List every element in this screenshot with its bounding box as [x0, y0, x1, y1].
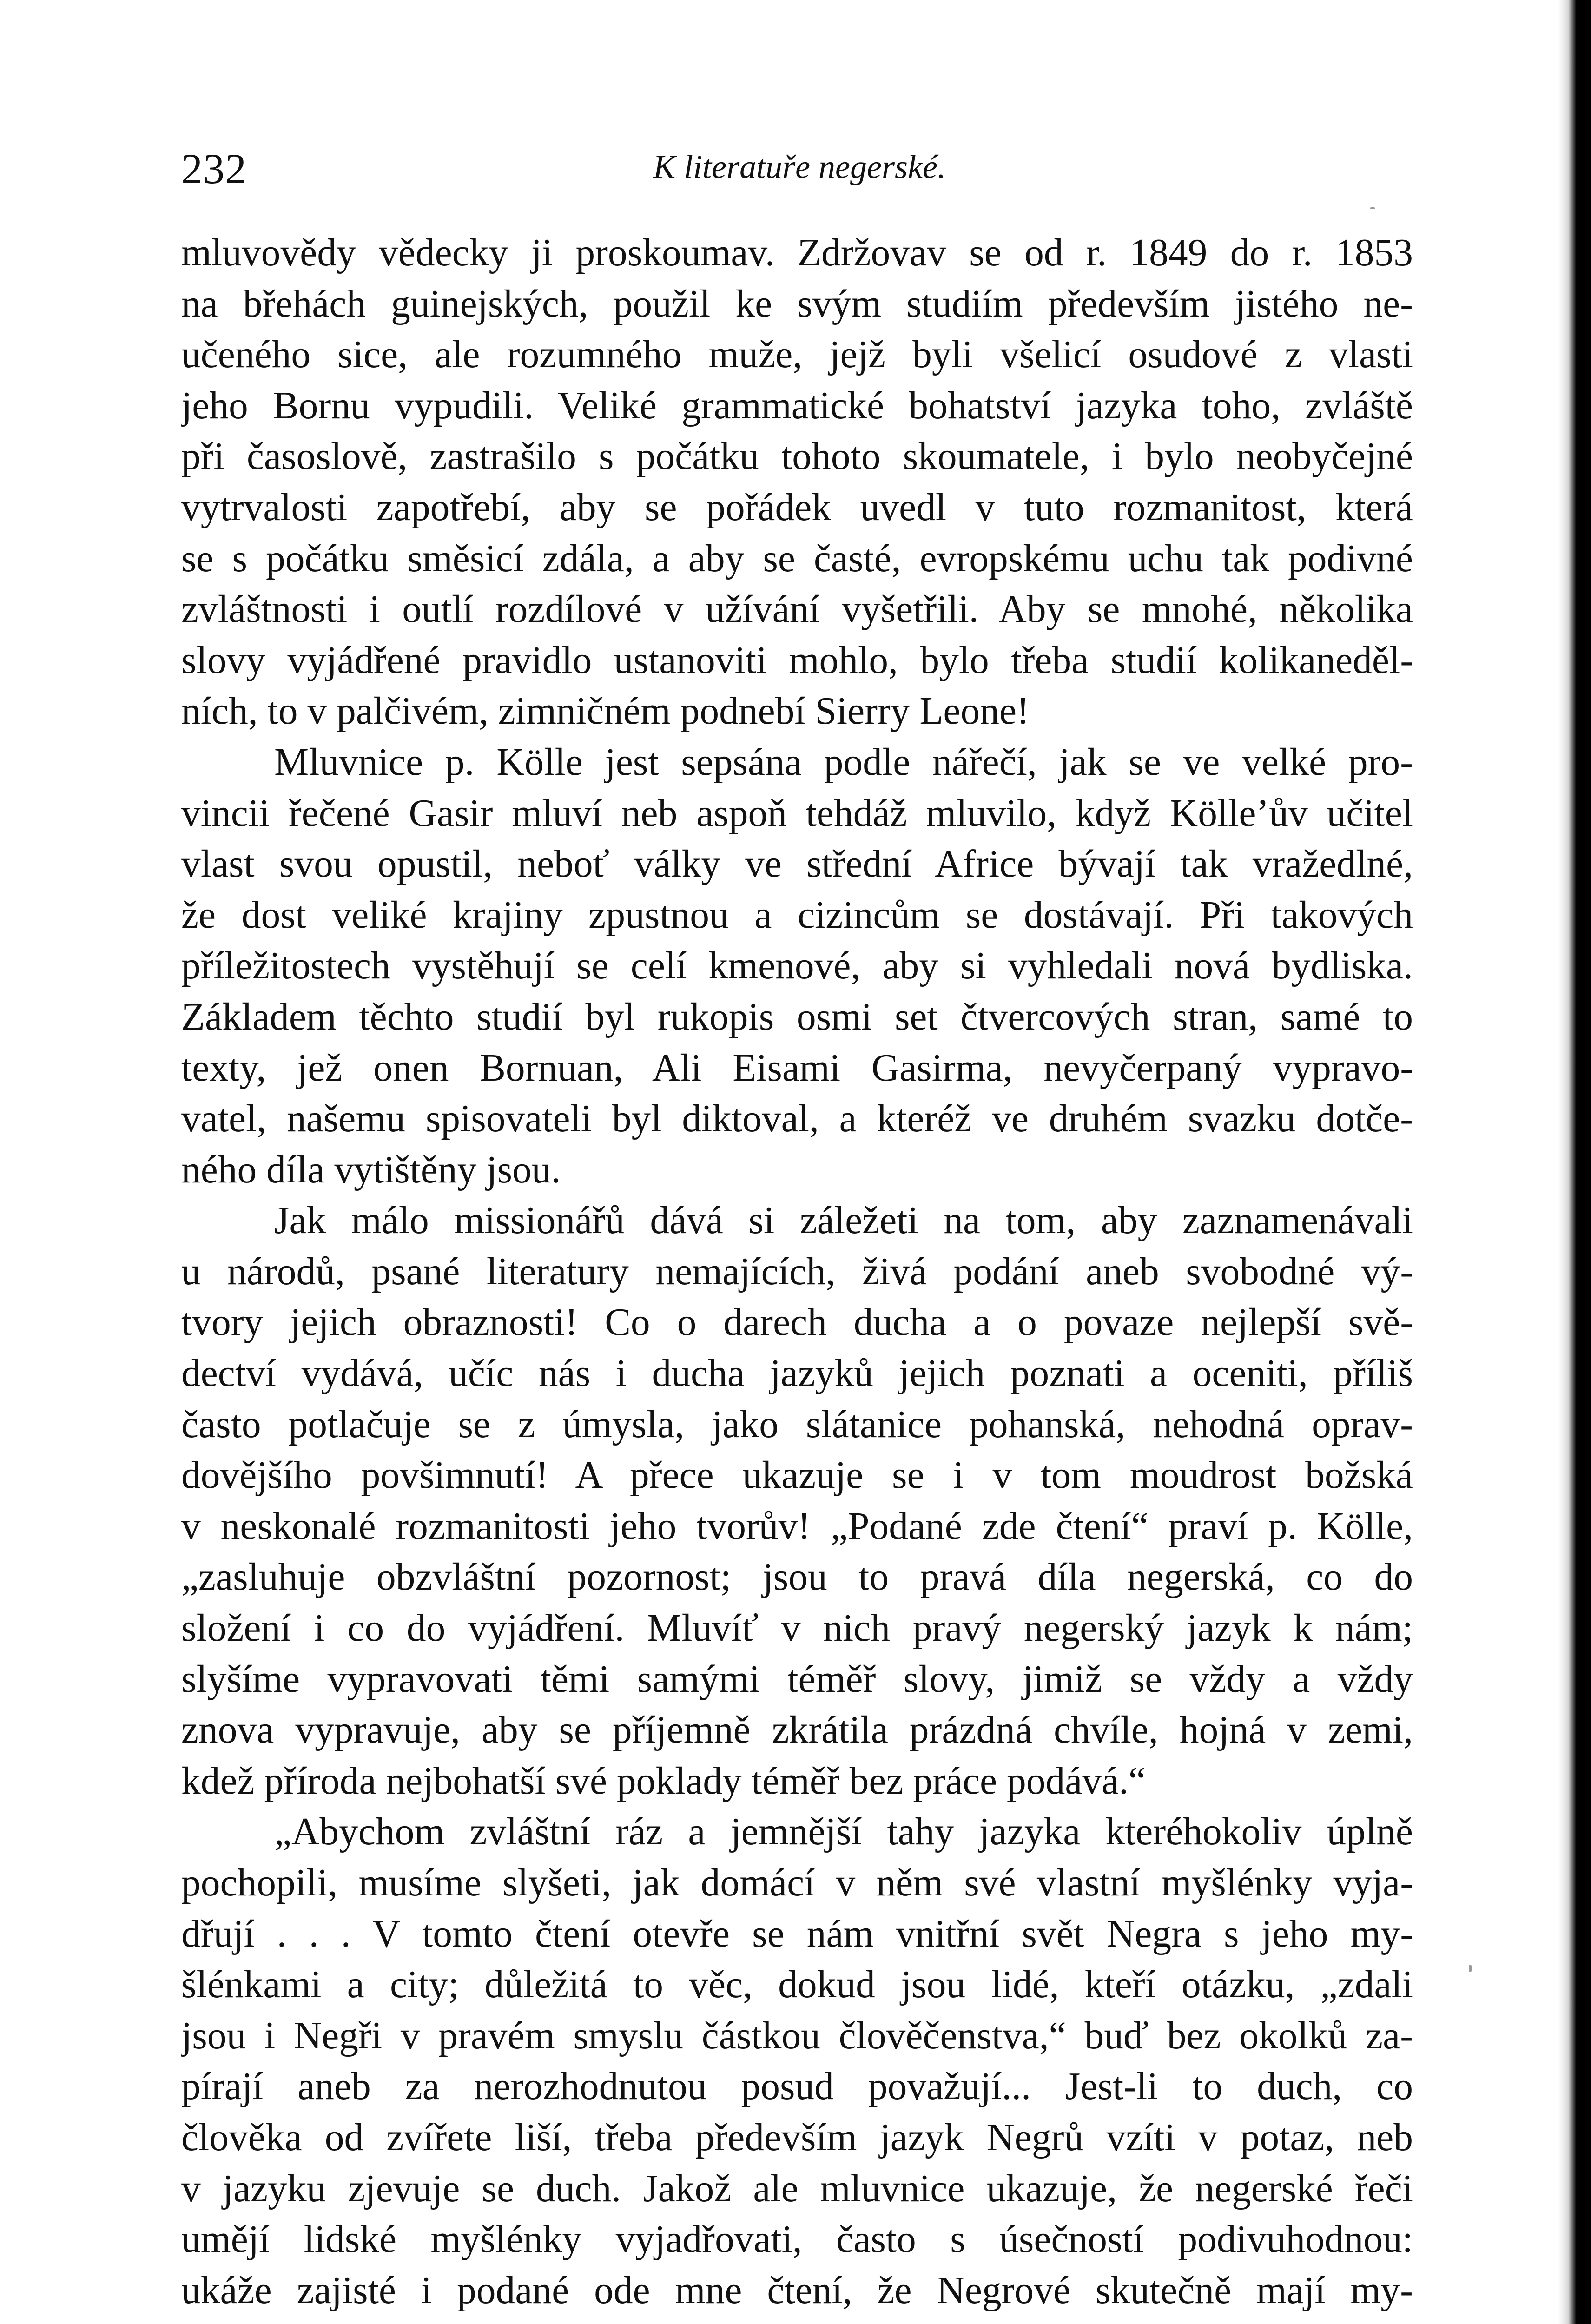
text-line: dřují . . . V tomto čtení otevře se nám vnitřní svět Negra s jeho my-: [181, 1912, 1413, 1955]
text-line: pochopili, musíme slyšeti, jak domácí v něm své vlastní myšlénky vyja-: [181, 1862, 1413, 1904]
page-header: [181, 135, 1418, 205]
text-line: Základem těchto studií byl rukopis osmi set čtvercových stran, samé to: [181, 995, 1413, 1038]
scan-speck: [1370, 207, 1375, 209]
text-line: složení i co do vyjádření. Mluvíť v nich pravý negerský jazyk k nám;: [181, 1607, 1413, 1650]
text-line: pírají aneb za nerozhodnutou posud považují... Jest-li to duch, co: [181, 2065, 1413, 2108]
text-line: vlast svou opustil, neboť války ve střední Africe bývají tak vražedlné,: [181, 843, 1413, 886]
text-line: dectví vydává, učíc nás i ducha jazyků jejich poznati a oceniti, příliš: [181, 1352, 1413, 1395]
text-line: Mluvnice p. Kölle jest sepsána podle nářečí, jak se ve velké pro-: [274, 740, 1413, 784]
text-line: jsou i Negři v pravém smyslu částkou člověčenstva,“ buď bez okolků za-: [181, 2014, 1413, 2057]
text-line: kdež příroda nejbohatší své poklady téměř bez práce podává.“: [181, 1759, 1146, 1802]
text-line: ného díla vytištěny jsou.: [181, 1148, 561, 1191]
text-line: u národů, psané literatury nemajících, živá podání aneb svobodné vý-: [181, 1250, 1413, 1293]
text-line: člověka od zvířete liší, třeba především jazyk Negrů vzíti v potaz, neb: [181, 2116, 1413, 2159]
text-line: při časoslově, zastrašilo s počátku tohoto skoumatele, i bylo neobyčejné: [181, 435, 1413, 478]
text-line: Jak málo missionářů dává si záležeti na tom, aby zaznamenávali: [274, 1199, 1413, 1242]
text-line: učeného sice, ale rozumného muže, jejž byli všelicí osudové z vlasti: [181, 333, 1413, 376]
scan-edge-border: [1558, 0, 1591, 2324]
text-line: příležitostech vystěhují se celí kmenové, aby si vyhledali nová bydliska.: [181, 944, 1413, 988]
text-line: umějí lidské myšlénky vyjadřovati, často s úsečností podivuhodnou:: [181, 2218, 1413, 2261]
text-line: na břehách guinejských, použil ke svým studiím především jistého ne-: [181, 282, 1413, 325]
text-line: texty, jež onen Bornuan, Ali Eisami Gasirma, nevyčerpaný vypravo-: [181, 1046, 1413, 1089]
text-line: zvláštnosti i outlí rozdílové v užívání vyšetřili. Aby se mnohé, několika: [181, 588, 1413, 631]
text-line: v neskonalé rozmanitosti jeho tvorův! „Podané zde čtení“ praví p. Kölle,: [181, 1505, 1413, 1548]
text-line: jeho Bornu vypudili. Veliké grammatické bohatství jazyka toho, zvláště: [181, 384, 1413, 427]
text-line: šlénkami a city; důležitá to věc, dokud jsou lidé, kteří otázku, „zdali: [181, 1963, 1413, 2007]
running-title: K literatuře negerské.: [653, 148, 946, 185]
text-line: často potlačuje se z úmysla, jako slátanice pohanská, nehodná oprav-: [181, 1403, 1413, 1446]
text-line: „zasluhuje obzvláštní pozornost; jsou to pravá díla negerská, co do: [181, 1556, 1413, 1599]
scan-speck: [1469, 1965, 1472, 1972]
text-line: vincii řečené Gasir mluví neb aspoň tehdáž mluvilo, když Kölle’ův učitel: [181, 792, 1413, 835]
text-line: „Abychom zvláštní ráz a jemnější tahy jazyka kteréhokoliv úplně: [274, 1810, 1413, 1854]
text-line: slyšíme vypravovati těmi samými téměř slovy, jimiž se vždy a vždy: [181, 1657, 1413, 1701]
text-line: se s počátku směsicí zdála, a aby se časté, evropskému uchu tak podivné: [181, 537, 1413, 580]
page-number: 232: [181, 145, 247, 192]
text-line: v jazyku zjevuje se duch. Jakož ale mluvnice ukazuje, že negerské řeči: [181, 2167, 1413, 2210]
text-line: že dost veliké krajiny zpustnou a cizincům se dostávají. Při takových: [181, 893, 1413, 937]
text-line: znova vypravuje, aby se příjemně zkrátila prázdná chvíle, hojná v zemi,: [181, 1709, 1413, 1752]
text-line: vytrvalosti zapotřebí, aby se pořádek uvedl v tuto rozmanitost, která: [181, 486, 1413, 529]
text-line: ních, to v palčivém, zimničném podnebí Sierry Leone!: [181, 690, 1030, 733]
text-line: tvory jejich obraznosti! Co o darech ducha a o povaze nejlepší svě-: [181, 1301, 1413, 1344]
text-line: slovy vyjádřené pravidlo ustanoviti mohlo, bylo třeba studií kolikaneděl-: [181, 639, 1413, 682]
text-line: dovějšího povšimnutí! A přece ukazuje se i v tom moudrost božská: [181, 1454, 1413, 1497]
body-text: [181, 228, 1413, 2316]
text-line: ukáže zajisté i podané ode mne čtení, že Negrové skutečně mají my-: [181, 2269, 1413, 2312]
text-line: vatel, našemu spisovateli byl diktoval, a kteréž ve druhém svazku dotče-: [181, 1097, 1413, 1141]
text-line: mluvovědy vědecky ji proskoumav. Zdržovav se od r. 1849 do r. 1853: [181, 231, 1413, 274]
